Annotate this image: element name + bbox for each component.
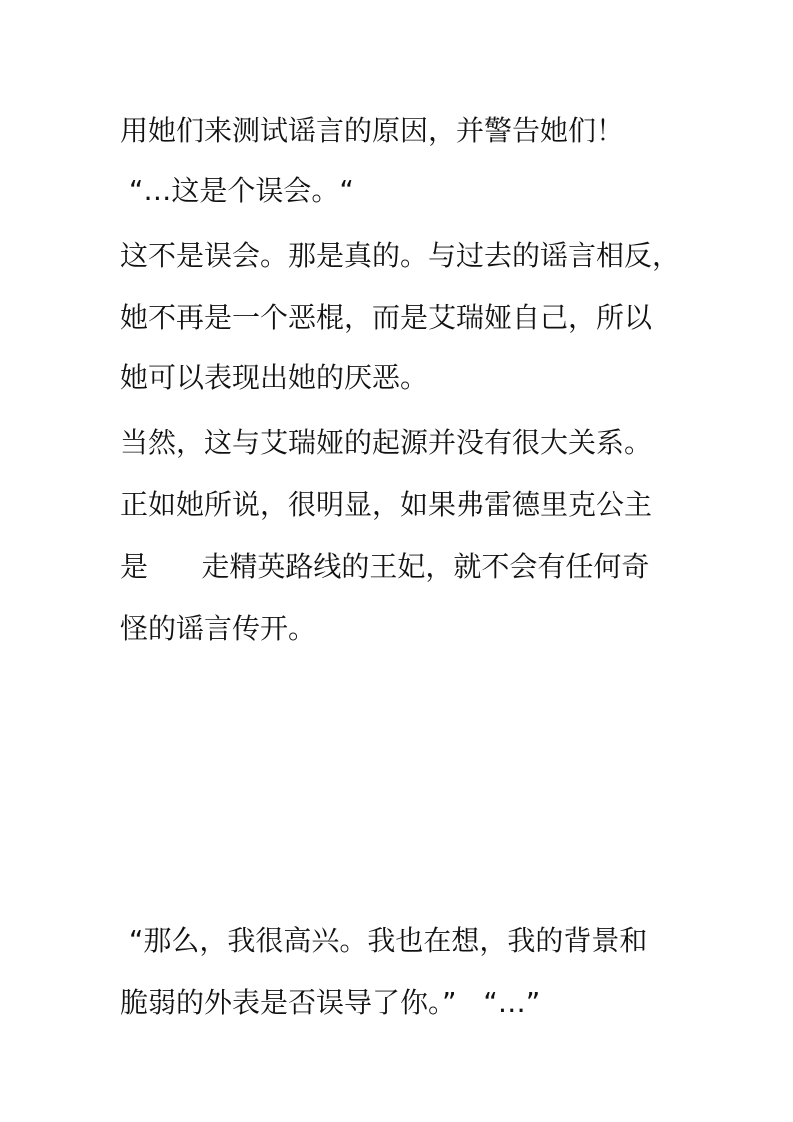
text-line-6: 当然，这与艾瑞娅的起源并没有很大关系。 (120, 426, 653, 459)
text-line-1: 用她们来测试谣言的原因，并警告她们！ (120, 114, 625, 147)
text-line-3: 这不是误会。那是真的。与过去的谣言相反， (120, 239, 681, 272)
text-line-5: 她可以表现出她的厌恶。 (120, 361, 429, 394)
text-line-4: 她不再是一个恶棍，而是艾瑞娅自己，所以 (120, 301, 653, 334)
text-line-10: “那么，我很高兴。我也在想，我的背景和 (120, 924, 648, 957)
text-line-8: 是 走精英路线的王妃，就不会有任何奇 (120, 550, 650, 583)
text-line-11: 脆弱的外表是否误导了你。” “…” (120, 986, 541, 1019)
text-line-9: 怪的谣言传开。 (120, 612, 317, 645)
text-line-7: 正如她所说，很明显，如果弗雷德里克公主 (120, 488, 653, 521)
text-line-2: “…这是个误会。“ (120, 174, 354, 207)
